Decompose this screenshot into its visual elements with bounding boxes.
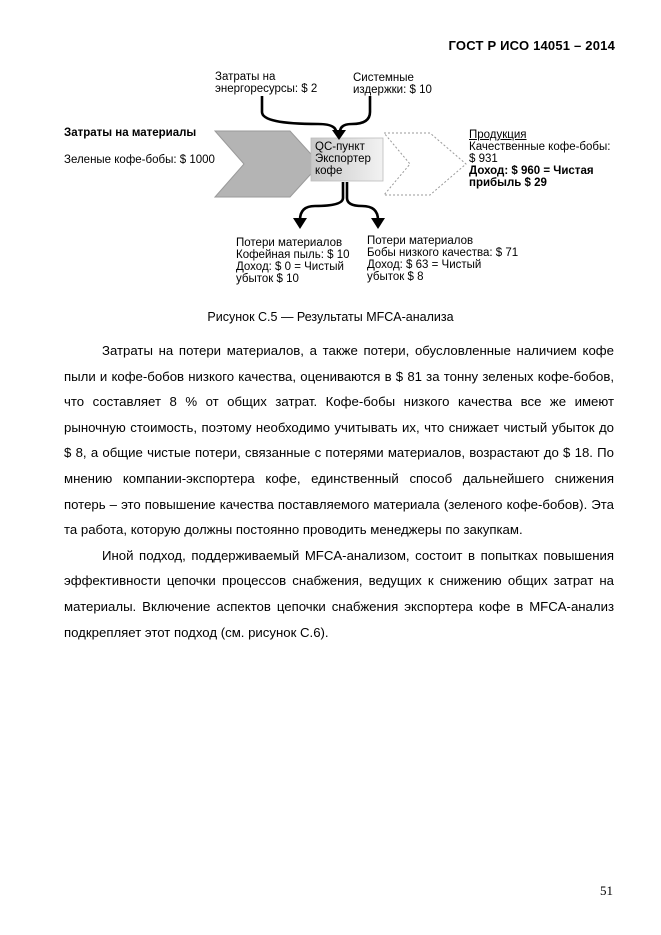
material-input-arrow <box>215 131 320 197</box>
material-cost-title: Затраты на материалы <box>64 127 197 139</box>
process-label: QC-пункт Экспортер кофе <box>315 141 371 177</box>
energy-cost-label: Затраты на энергоресурсы: $ 2 <box>215 71 318 95</box>
loss2-arrow <box>347 182 378 220</box>
system-input-arrow <box>340 96 370 132</box>
figure-caption: Рисунок С.5 — Результаты MFCA-анализа <box>207 310 454 324</box>
energy-input-arrow <box>262 96 336 132</box>
product-label: Продукция Качественные кофе-бобы: $ 931 Доход: $ 960 = Чистая прибыль $ 29 <box>469 129 611 189</box>
page-number: 51 <box>600 883 613 898</box>
document-header: ГОСТ Р ИСО 14051 – 2014 <box>448 38 615 53</box>
paragraph: Затраты на потери материалов, а также потери, обусловленные наличием кофе пыли и кофе-бобов низкого качества, оцениваются в $ 81 за тонну зеленых кофе-бобов, что составляет 8 % от общих затрат. Кофе-бобы низкого качества все же имеют рыночную стоимость, поэтому необходимо учитывать их, что снижает чистый убыток до $ 8, а общие чистые потери, связанные с потерями материалов, возрастают до $ 18. По мнению компании-экспортера кофе, единственный способ дальнейшего снижения потерь – это повышение качества поставляемого материала (зеленого кофе-бобов). Эта та работа, которую должны постоянно проводить менеджеры по закупкам. <box>64 343 614 538</box>
mfca-figure <box>0 0 661 300</box>
material-cost-value: Зеленые кофе-бобы: $ 1000 <box>64 154 215 166</box>
loss1-arrowhead <box>293 218 307 229</box>
body-text <box>64 338 614 645</box>
system-cost-label: Системные издержки: $ 10 <box>353 72 432 96</box>
loss-dust-label: Потери материалов Кофейная пыль: $ 10 Доход: $ 0 = Чистый убыток $ 10 <box>236 237 350 285</box>
loss1-arrow <box>300 182 343 220</box>
product-output-arrow <box>384 133 466 195</box>
paragraph: Иной подход, поддерживаемый MFCA-анализом, состоит в попытках повышения эффективности цепочки процессов снабжения, ведущих к снижению общих затрат на материалы. Включение аспектов цепочки снабжения экспортера кофе в MFCA-анализ подкрепляет этот подход (см. рисунок С.6). <box>64 547 614 640</box>
loss2-arrowhead <box>371 218 385 229</box>
loss-lowquality-label: Потери материалов Бобы низкого качества: $ 71 Доход: $ 63 = Чистый убыток $ 8 <box>367 235 519 283</box>
